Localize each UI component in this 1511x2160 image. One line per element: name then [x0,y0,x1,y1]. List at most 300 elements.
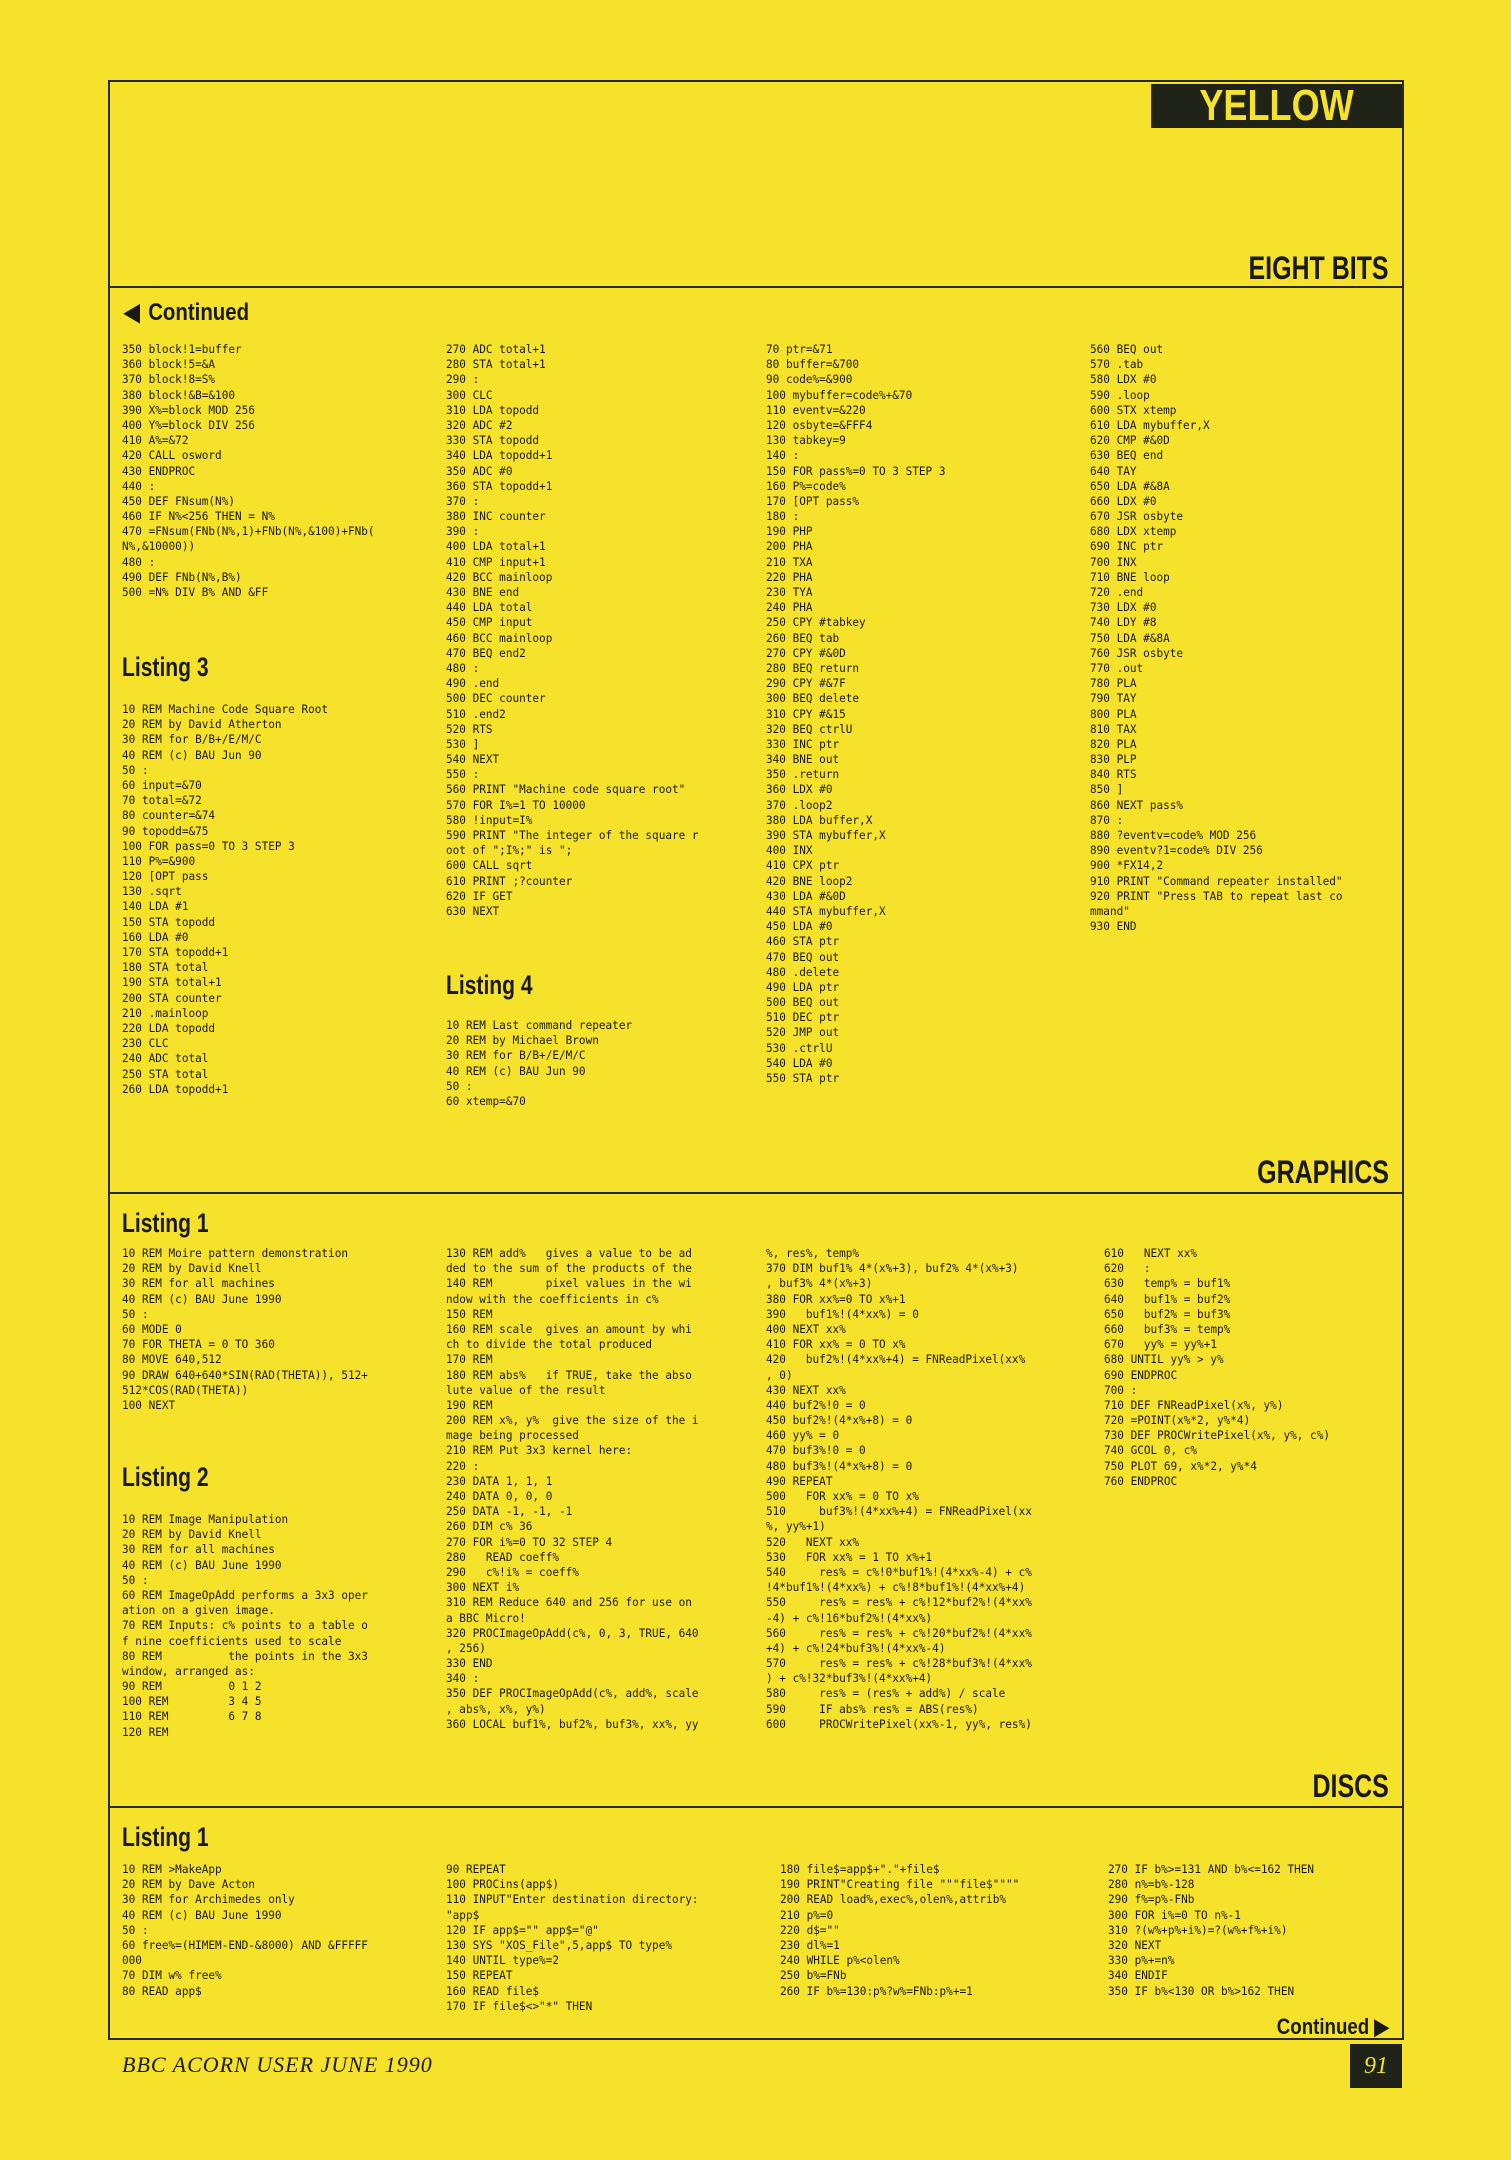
code-line: 160 P%=code% [766,478,846,493]
code-line: 150 STA topodd [122,914,216,929]
code-line: 310 REM Reduce 640 and 256 for use on [446,1595,692,1610]
code-line: 230 dl%=1 [780,1937,840,1952]
code-line: 240 ADC total [122,1051,209,1066]
code-line: 450 CMP input [446,615,533,630]
code-line: 230 DATA 1, 1, 1 [446,1473,553,1488]
code-line: , buf3% 4*(x%+3) [766,1276,873,1291]
code-line: 400 INX [766,843,813,858]
code-line: 480 : [446,660,480,675]
code-line: 460 BCC mainloop [446,630,553,645]
code-line: 750 LDA #&8A [1090,630,1170,645]
eight-bits-col4 [1090,342,1343,934]
code-line: 700 INX [1090,554,1137,569]
code-line: window, arranged as: [122,1663,255,1678]
code-line: 30 REM for all machines [122,1276,275,1291]
code-line: ded to the sum of the products of the [446,1261,692,1276]
code-line: 370 block!8=S% [122,372,216,387]
code-line: 520 JMP out [766,1025,840,1040]
code-line: 80 READ app$ [122,1983,202,1998]
code-line: 470 BEQ out [766,949,840,964]
code-line: 60 REM ImageOpAdd performs a 3x3 oper [122,1587,368,1602]
code-line: 340 ENDIF [1108,1968,1168,1983]
code-line: 270 FOR i%=0 TO 32 STEP 4 [446,1534,613,1549]
code-line: 730 LDX #0 [1090,600,1157,615]
code-line: 160 REM scale gives an amount by whi [446,1321,692,1336]
code-line: 40 REM (c) BAU June 1990 [122,1907,282,1922]
code-line: 870 : [1090,812,1124,827]
code-line: 350 block!1=buffer [122,342,242,356]
code-line: 600 PROCWritePixel(xx%-1, yy%, res%) [766,1716,1032,1731]
code-line: 290 CPY #&7F [766,676,846,691]
code-line: 30 REM for B/B+/E/M/C [446,1048,586,1063]
code-line: 490 .end [446,676,500,691]
code-line: , abs%, x%, y%) [446,1701,546,1716]
code-line: 240 PHA [766,600,813,615]
code-line: 200 STA counter [122,990,222,1005]
code-line: 350 DEF PROCImageOpAdd(c%, add%, scale [446,1686,699,1701]
code-line: 40 REM (c) BAU Jun 90 [122,747,262,762]
code-line: 80 REM the points in the 3x3 [122,1648,368,1663]
code-line: mage being processed [446,1428,579,1443]
code-line: 110 REM 6 7 8 [122,1709,262,1724]
code-line: 580 !input=I% [446,812,533,827]
code-line: 410 A%=&72 [122,433,189,448]
code-line: 170 IF file$<>"*" THEN [446,1998,593,2013]
code-line: 610 LDA mybuffer,X [1090,417,1210,432]
code-line: 640 buf1% = buf2% [1104,1291,1231,1306]
code-line: 20 REM by David Atherton [122,717,282,732]
code-line: 590 .loop [1090,387,1150,402]
code-line: 560 res% = res% + c%!20*buf2%!(4*xx% [766,1625,1032,1640]
code-line: 570 .tab [1090,357,1144,372]
code-line: 330 END [446,1656,493,1671]
code-line: 30 REM for Archimedes only [122,1892,295,1907]
code-line: 90 REM 0 1 2 [122,1679,262,1694]
code-line: 120 [OPT pass [122,869,209,884]
section-divider [108,286,1404,288]
code-line: 270 IF b%>=131 AND b%<=162 THEN [1108,1862,1315,1876]
code-line: 140 LDA #1 [122,899,189,914]
code-line: 120 REM [122,1724,169,1739]
left-triangle-icon: ◀ [124,299,140,326]
code-line: 180 : [766,509,800,524]
code-line: 190 STA total+1 [122,975,222,990]
code-line: 130 tabkey=9 [766,433,846,448]
code-line: 100 FOR pass=0 TO 3 STEP 3 [122,838,295,853]
code-line: 420 buf2%!(4*xx%+4) = FNReadPixel(xx% [766,1352,1026,1367]
code-line: 240 DATA 0, 0, 0 [446,1489,553,1503]
code-line: 330 INC ptr [766,736,840,751]
code-line: 390 : [446,524,480,539]
discs-col1 [122,1862,368,1999]
code-line: 480 : [122,554,156,569]
code-line: 840 RTS [1090,767,1137,782]
code-line: 600 STX xtemp [1090,402,1177,417]
code-line: 250 CPY #tabkey [766,615,866,630]
code-line: 490 DEF FNb(N%,B%) [122,569,242,584]
code-line: 490 REPEAT [766,1473,833,1488]
code-line: 280 STA total+1 [446,357,546,372]
code-line: 90 REPEAT [446,1862,506,1876]
code-line: 50 : [122,1572,149,1587]
code-line: 670 yy% = yy%+1 [1104,1337,1217,1352]
code-line: 730 DEF PROCWritePixel(x%, y%, c%) [1104,1428,1330,1443]
graphics-listing-2-title: Listing 2 [122,1462,209,1492]
code-line: 320 ADC #2 [446,417,513,432]
code-line: 380 INC counter [446,509,546,524]
code-line: 120 osbyte=&FFF4 [766,417,873,432]
code-line: 520 RTS [446,721,493,736]
code-line: 440 : [122,478,156,493]
code-line: 60 MODE 0 [122,1321,182,1336]
code-line: 260 BEQ tab [766,630,840,645]
code-line: 50 : [122,1922,149,1937]
code-line: 110 P%=&900 [122,853,196,868]
code-line: 80 counter=&74 [122,808,216,823]
code-line: 360 LDX #0 [766,782,833,797]
code-line: 210 TXA [766,554,813,569]
code-line: -4) + c%!16*buf2%!(4*xx%) [766,1610,933,1625]
code-line: 260 LDA topodd+1 [122,1081,229,1096]
code-line: ndow with the coefficients in c% [446,1291,659,1306]
code-line: 570 FOR I%=1 TO 10000 [446,797,586,812]
code-line: 10 REM Machine Code Square Root [122,702,329,716]
code-line: 160 READ file$ [446,1983,540,1998]
code-line: 340 LDA topodd+1 [446,448,553,463]
code-line: 590 PRINT "The integer of the square r [446,828,699,842]
code-line: 460 yy% = 0 [766,1428,840,1443]
code-line: 580 res% = (res% + add%) / scale [766,1686,1006,1701]
code-line: 60 input=&70 [122,777,202,792]
code-line: 530 .ctrlU [766,1040,833,1055]
code-line: 720 .end [1090,585,1144,599]
code-line: 660 LDX #0 [1090,493,1157,508]
code-line: 250 STA total [122,1066,209,1081]
code-line: 480 .delete [766,964,840,979]
code-line: 400 Y%=block DIV 256 [122,417,255,432]
code-line: 330 p%+=n% [1108,1953,1175,1968]
code-line: 270 ADC total+1 [446,342,546,356]
code-line: 650 buf2% = buf3% [1104,1306,1231,1321]
code-line: 500 BEQ out [766,995,840,1010]
code-line: 930 END [1090,919,1137,934]
graphics-col2 [446,1246,699,1732]
code-line: 280 BEQ return [766,660,860,675]
code-line: 240 WHILE p%<olen% [780,1953,900,1968]
code-line: 420 BNE loop2 [766,873,853,888]
right-triangle-icon: ▶ [1374,2014,1389,2039]
code-line: 80 MOVE 640,512 [122,1352,222,1367]
code-line: 50 : [122,1306,149,1321]
code-line: 80 buffer=&700 [766,357,860,372]
code-line: 310 ?(w%+p%+i%)=?(w%+f%+i%) [1108,1922,1288,1937]
eight-bits-col2-b [446,1018,632,1109]
code-line: 000 [122,1953,142,1968]
code-line: 190 REM [446,1397,493,1412]
code-line: 630 temp% = buf1% [1104,1276,1231,1291]
code-line: 260 DIM c% 36 [446,1519,533,1534]
code-line: 250 DATA -1, -1, -1 [446,1504,573,1519]
code-line: 690 INC ptr [1090,539,1164,554]
code-line: +4) + c%!24*buf3%!(4*xx%-4) [766,1640,946,1655]
code-line: 480 buf3%!(4*x%+8) = 0 [766,1458,913,1473]
code-line: 510 .end2 [446,706,506,721]
code-line: 110 eventv=&220 [766,402,866,417]
code-line: 910 PRINT "Command repeater installed" [1090,873,1343,888]
code-line: 450 buf2%!(4*x%+8) = 0 [766,1413,913,1428]
code-line: 920 PRINT "Press TAB to repeat last co [1090,888,1343,903]
code-line: 20 REM by David Knell [122,1261,262,1276]
code-line: 450 LDA #0 [766,919,833,934]
code-line: 90 code%=&900 [766,372,853,387]
discs-col3 [780,1862,1019,1999]
code-line: 130 .sqrt [122,884,182,899]
code-line: 220 PHA [766,569,813,584]
code-line: 760 JSR osbyte [1090,645,1184,660]
code-line: 30 REM for B/B+/E/M/C [122,732,262,747]
code-line: 10 REM >MakeApp [122,1862,222,1876]
continued-label-top [124,298,249,327]
eight-bits-col2-a [446,342,699,919]
code-line: 380 block!&B=&100 [122,387,235,402]
code-line: 440 buf2%!0 = 0 [766,1397,866,1412]
code-line: 210 REM Put 3x3 kernel here: [446,1443,633,1458]
code-line: 170 STA topodd+1 [122,945,229,959]
code-line: 330 STA topodd [446,433,540,448]
code-line: 410 CMP input+1 [446,554,546,569]
code-line: 440 LDA total [446,600,533,615]
code-line: 430 LDA #&0D [766,888,846,903]
code-line: 430 BNE end [446,585,520,599]
code-line: 300 BEQ delete [766,691,860,706]
code-line: 10 REM Moire pattern demonstration [122,1246,348,1260]
code-line: 470 BEQ end2 [446,645,526,660]
code-line: 20 REM by Michael Brown [446,1033,599,1048]
code-line: 200 READ load%,exec%,olen%,attrib% [780,1892,1006,1907]
code-line: 180 file$=app$+"."+file$ [780,1862,940,1876]
code-line: 750 PLOT 69, x%*2, y%*4 [1104,1458,1257,1473]
publication-footer: BBC ACORN USER JUNE 1990 [122,2052,433,2077]
graphics-col1-a [122,1246,368,1413]
discs-col4 [1108,1862,1314,1999]
code-line: 360 STA topodd+1 [446,478,553,493]
section-title-graphics: GRAPHICS [1257,1154,1389,1190]
code-line: 710 DEF FNReadPixel(x%, y%) [1104,1397,1284,1412]
code-line: 540 LDA #0 [766,1055,833,1070]
code-line: 370 .loop2 [766,797,833,812]
code-line: 50 : [122,762,149,777]
code-line: 900 *FX14,2 [1090,858,1164,873]
graphics-listing-1-title: Listing 1 [122,1208,209,1238]
code-line: 780 PLA [1090,676,1137,691]
code-line: 560 PRINT "Machine code square root" [446,782,686,797]
code-line: 300 CLC [446,387,493,402]
section-divider [108,1192,1404,1194]
code-line: 220 : [446,1458,480,1473]
code-line: 370 : [446,493,480,508]
code-line: 550 STA ptr [766,1071,840,1085]
discs-listing-1-title: Listing 1 [122,1822,209,1852]
code-line: 30 REM for all machines [122,1542,275,1557]
section-title-discs: DISCS [1312,1768,1389,1804]
code-line: ch to divide the total produced [446,1337,653,1352]
code-line: 40 REM (c) BAU Jun 90 [446,1063,586,1078]
code-line: 360 LOCAL buf1%, buf2%, buf3%, xx%, yy [446,1716,699,1731]
code-line: ation on a given image. [122,1603,275,1618]
code-line: 620 : [1104,1261,1151,1276]
code-line: 350 ADC #0 [446,463,513,478]
code-line: 40 REM (c) BAU June 1990 [122,1291,282,1306]
code-line: 60 free%=(HIMEM-END-&8000) AND &FFFFF [122,1937,368,1952]
code-line: 760 ENDPROC [1104,1473,1178,1488]
code-line: 410 CPX ptr [766,858,840,873]
code-line: 500 FOR xx% = 0 TO x% [766,1489,919,1503]
code-line: 820 PLA [1090,736,1137,751]
code-line: , 256) [446,1640,486,1655]
code-line: 220 LDA topodd [122,1020,216,1035]
code-line: 340 BNE out [766,752,840,767]
listing-4-title: Listing 4 [446,970,533,1000]
code-line: 610 NEXT xx% [1104,1246,1198,1260]
code-line: 150 REPEAT [446,1968,513,1983]
code-line: a BBC Micro! [446,1610,526,1625]
code-line: 470 =FNsum(FNb(N%,1)+FNb(N%,&100)+FNb( [122,524,375,539]
code-line: 10 REM Image Manipulation [122,1512,289,1526]
code-line: 70 ptr=&71 [766,342,833,356]
code-line: 130 SYS "XOS_File",5,app$ TO type% [446,1937,672,1952]
code-line: 540 NEXT [446,752,500,767]
code-line: 610 PRINT ;?counter [446,873,573,888]
code-line: 60 xtemp=&70 [446,1093,526,1108]
eight-bits-col1-a [122,342,375,600]
code-line: 620 IF GET [446,888,513,903]
code-line: 320 NEXT [1108,1937,1162,1952]
code-line: 420 CALL osword [122,448,222,463]
code-line: 130 REM add% gives a value to be ad [446,1246,692,1260]
code-line: 270 CPY #&0D [766,645,846,660]
code-line: 660 buf3% = temp% [1104,1321,1231,1336]
code-line: 280 n%=b%-128 [1108,1877,1195,1892]
code-line: 180 REM abs% if TRUE, take the abso [446,1367,692,1382]
code-line: 50 : [446,1078,473,1093]
code-line: 740 GCOL 0, c% [1104,1443,1198,1458]
continued-text: Continued [148,299,250,326]
code-line: 140 REM pixel values in the wi [446,1276,692,1291]
code-line: 100 PROCins(app$) [446,1877,559,1892]
code-line: 10 REM Last command repeater [446,1018,633,1032]
code-line: 360 block!5=&A [122,357,216,372]
code-line: 390 STA mybuffer,X [766,828,886,842]
code-line: 630 NEXT [446,903,500,918]
page-number: 91 [1350,2044,1402,2088]
code-line: 720 =POINT(x%*2, y%*4) [1104,1413,1251,1428]
code-line: 90 topodd=&75 [122,823,209,838]
code-line: 430 NEXT xx% [766,1382,846,1397]
code-line: 680 UNTIL yy% > y% [1104,1352,1224,1367]
code-line: %, res%, temp% [766,1246,860,1260]
listing-3-title: Listing 3 [122,652,209,682]
code-line: 560 BEQ out [1090,342,1164,356]
code-line: 500 =N% DIV B% AND &FF [122,585,269,599]
code-line: %, yy%+1) [766,1519,826,1534]
yellow-pages-banner: YELLOW PAGES [1151,84,1402,128]
code-line: 460 STA ptr [766,934,840,949]
code-line: 670 JSR osbyte [1090,509,1184,524]
code-line: 300 FOR i%=0 TO n%-1 [1108,1907,1241,1922]
code-line: 770 .out [1090,660,1144,675]
code-line: 170 REM [446,1352,493,1367]
code-line: 530 ] [446,736,480,751]
code-line: 880 ?eventv=code% MOD 256 [1090,828,1257,842]
code-line: 550 : [446,767,480,782]
code-line: 70 FOR THETA = 0 TO 360 [122,1337,275,1352]
code-line: 290 : [446,372,480,387]
code-line: 550 res% = res% + c%!12*buf2%!(4*xx% [766,1595,1032,1610]
code-line: 370 DIM buf1% 4*(x%+3), buf2% 4*(x%+3) [766,1261,1019,1276]
code-line: 390 buf1%!(4*xx%) = 0 [766,1306,919,1321]
code-line: 70 REM Inputs: c% points to a table o [122,1618,368,1633]
code-line: 680 LDX xtemp [1090,524,1177,539]
code-line: oot of ";I%;" is "; [446,843,573,858]
code-line: 420 BCC mainloop [446,569,553,584]
code-line: mmand" [1090,903,1130,918]
code-line: 790 TAY [1090,691,1137,706]
graphics-col3 [766,1246,1032,1732]
code-line: 20 REM by David Knell [122,1527,262,1542]
graphics-col1-b [122,1512,368,1740]
code-line: 620 CMP #&0D [1090,433,1170,448]
code-line: 170 [OPT pass% [766,493,860,508]
code-line: 700 : [1104,1382,1138,1397]
code-line: 90 DRAW 640+640*SIN(RAD(THETA)), 512+ [122,1367,368,1382]
code-line: 800 PLA [1090,706,1137,721]
code-line: 380 FOR xx%=0 TO x%+1 [766,1291,906,1306]
code-line: 300 NEXT i% [446,1580,520,1595]
code-line: 400 NEXT xx% [766,1321,846,1336]
code-line: 340 : [446,1671,480,1686]
code-line: 150 FOR pass%=0 TO 3 STEP 3 [766,463,946,478]
code-line: 400 LDA total+1 [446,539,546,554]
code-line: 120 IF app$="" app$="@" [446,1922,599,1937]
code-line: 70 total=&72 [122,793,202,808]
code-line: 320 PROCImageOpAdd(c%, 0, 3, TRUE, 640 [446,1625,699,1640]
code-line: 230 TYA [766,585,813,599]
code-line: ) + c%!32*buf3%!(4*xx%+4) [766,1671,933,1686]
code-line: 500 DEC counter [446,691,546,706]
code-line: 470 buf3%!0 = 0 [766,1443,866,1458]
code-line: 710 BNE loop [1090,569,1170,584]
code-line: 540 res% = c%!0*buf1%!(4*xx%-4) + c% [766,1564,1032,1579]
code-line: 20 REM by Dave Acton [122,1877,255,1892]
code-line: 850 ] [1090,782,1124,797]
code-line: 390 X%=block MOD 256 [122,402,255,417]
code-line: 290 f%=p%-FNb [1108,1892,1195,1907]
code-line: N%,&10000)) [122,539,196,554]
code-line: 690 ENDPROC [1104,1367,1178,1382]
code-line: 160 LDA #0 [122,929,189,944]
code-line: f nine coefficients used to scale [122,1633,342,1648]
code-line: 190 PHP [766,524,813,539]
code-line: 380 LDA buffer,X [766,812,873,827]
code-line: 150 REM [446,1306,493,1321]
code-line: 590 IF abs% res% = ABS(res%) [766,1701,979,1716]
code-line: 580 LDX #0 [1090,372,1157,387]
code-line: 260 IF b%=130:p%?w%=FNb:p%+=1 [780,1983,973,1998]
code-line: 310 CPY #&15 [766,706,846,721]
code-line: 180 STA total [122,960,209,975]
code-line: 460 IF N%<256 THEN = N% [122,509,275,524]
code-line: 810 TAX [1090,721,1137,736]
